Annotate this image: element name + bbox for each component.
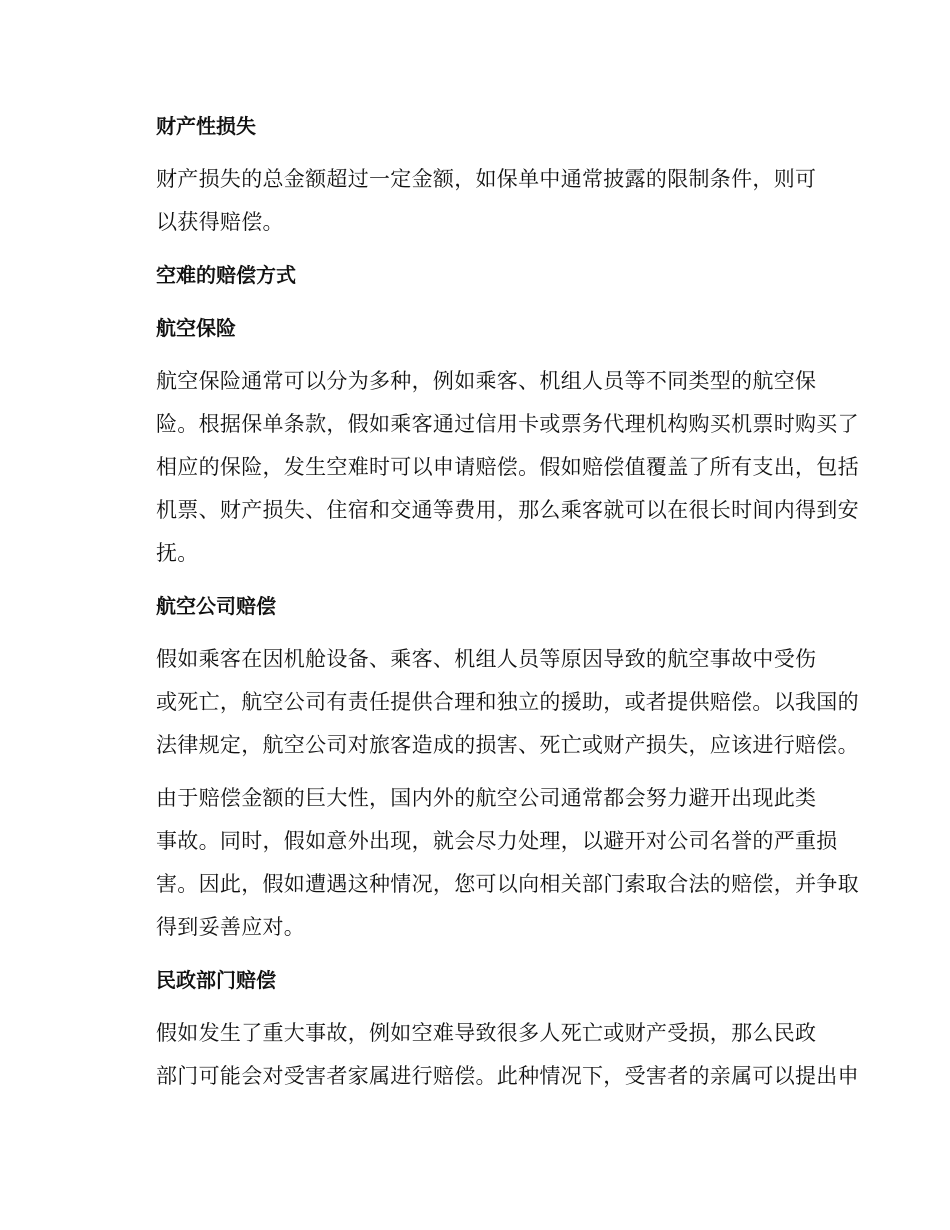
text-line: 害。因此，假如遭遇这种情况，您可以向相关部门索取合法的赔偿，并争取	[156, 872, 859, 896]
heading-property-loss: 财产性损失	[156, 114, 256, 138]
heading-civil-affairs-compensation: 民政部门赔偿	[156, 968, 276, 992]
text-line: 机票、财产损失、住宿和交通等费用，那么乘客就可以在很长时间内得到安	[156, 498, 859, 522]
text-line: 航空保险通常可以分为多种，例如乘客、机组人员等不同类型的航空保	[156, 369, 817, 393]
heading-airline-compensation: 航空公司赔偿	[156, 594, 276, 618]
paragraph-civil-affairs	[113, 1012, 859, 1098]
paragraph-airline-reputation	[113, 777, 859, 949]
text-line: 以获得赔偿。	[156, 210, 284, 234]
text-line: 抚。	[156, 541, 199, 565]
text-line: 假如乘客在因机舱设备、乘客、机组人员等原因导致的航空事故中受伤	[156, 647, 817, 671]
text-line: 事故。同时，假如意外出现，就会尽力处理，以避开对公司名誉的严重损	[156, 829, 838, 853]
paragraph-airline-compensation	[113, 638, 859, 767]
text-line: 法律规定，航空公司对旅客造成的损害、死亡或财产损失，应该进行赔偿。	[156, 733, 859, 757]
paragraph-aviation-insurance	[113, 360, 859, 575]
heading-compensation-methods: 空难的赔偿方式	[156, 263, 296, 287]
text-line: 假如发生了重大事故，例如空难导致很多人死亡或财产受损，那么民政	[156, 1021, 817, 1045]
text-line: 相应的保险，发生空难时可以申请赔偿。假如赔偿值覆盖了所有支出，包括	[156, 455, 859, 479]
heading-aviation-insurance: 航空保险	[156, 316, 236, 340]
text-line: 或死亡，航空公司有责任提供合理和独立的援助，或者提供赔偿。以我国的	[156, 690, 859, 714]
text-line: 险。根据保单条款，假如乘客通过信用卡或票务代理机构购买机票时购买了	[156, 412, 859, 436]
text-line: 得到妥善应对。	[156, 915, 306, 939]
document-body	[113, 105, 859, 1108]
text-line: 部门可能会对受害者家属进行赔偿。此种情况下，受害者的亲属可以提出申	[156, 1064, 859, 1088]
text-line: 由于赔偿金额的巨大性，国内外的航空公司通常都会努力避开出现此类	[156, 786, 817, 810]
paragraph-property-loss	[113, 158, 837, 244]
text-line: 财产损失的总金额超过一定金额，如保单中通常披露的限制条件，则可	[156, 167, 817, 191]
